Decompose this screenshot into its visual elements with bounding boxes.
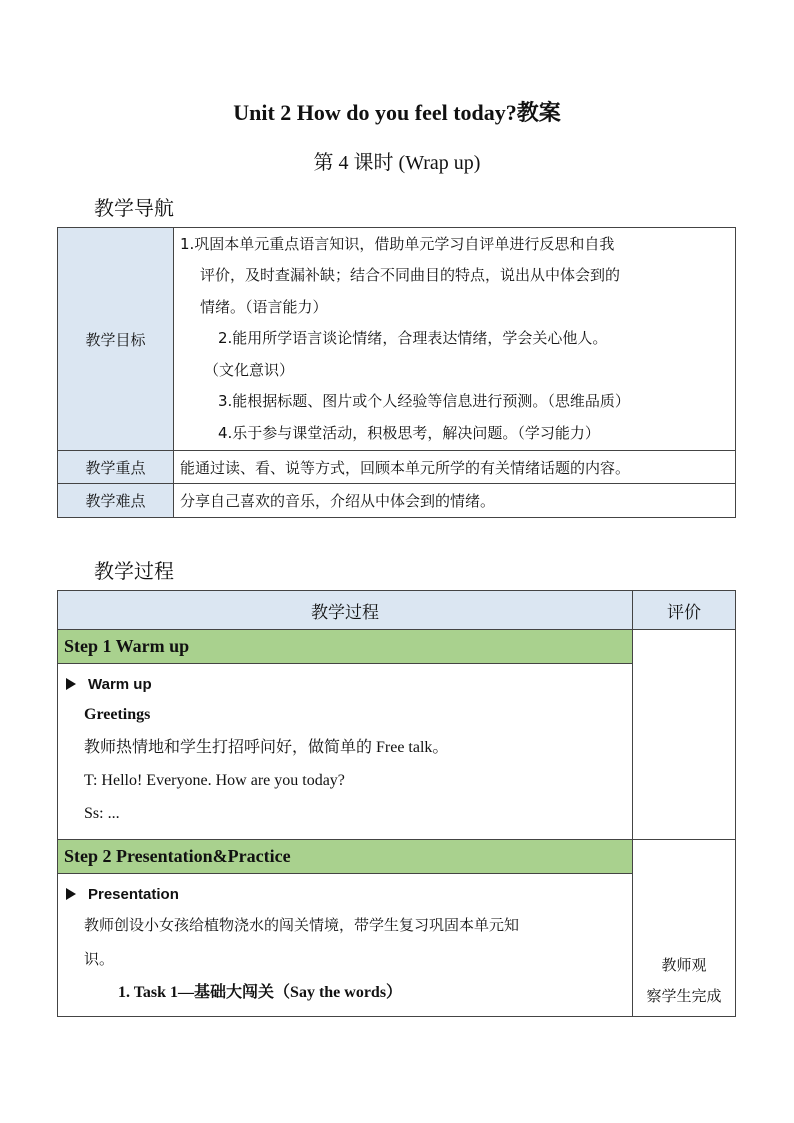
step1-title: Step 1 Warm up	[58, 630, 633, 664]
key-points-content: 能通过读、看、说等方式，回顾本单元所学的有关情绪话题的内容。	[174, 451, 736, 484]
body-line: 教师创设小女孩给植物浇水的闯关情境，带学生复习巩固本单元知	[84, 916, 520, 934]
task-heading: 1. Task 1—基础大闯关（Say the words）	[118, 984, 403, 1001]
step1-body	[58, 664, 633, 840]
difficulties-content: 分享自己喜欢的音乐，介绍从中体会到的情绪。	[174, 484, 736, 518]
document-title: Unit 2 How do you feel today?教案	[233, 100, 561, 125]
table-row	[58, 228, 736, 451]
table-row	[58, 484, 736, 518]
body-line: T: Hello! Everyone. How are you today?	[84, 772, 345, 789]
goals-content	[174, 228, 736, 451]
step2-body	[58, 874, 633, 1017]
evaluation-line: 察学生完成	[646, 987, 722, 1005]
goal-line: 2.能用所学语言谈论情绪，合理表达情绪，学会关心他人。	[218, 329, 608, 348]
evaluation-column-header: 评价	[633, 591, 736, 630]
table-row	[58, 451, 736, 484]
process-column-header: 教学过程	[58, 591, 633, 630]
table-header-row	[58, 591, 736, 630]
body-line: 教师热情地和学生打招呼问好，做简单的 Free talk。	[84, 739, 449, 756]
goal-line: 评价，及时查漏补缺；结合不同曲目的特点，说出从中体会到的	[200, 266, 621, 285]
step2-title: Step 2 Presentation&Practice	[58, 840, 633, 874]
goal-line: 3.能根据标题、图片或个人经验等信息进行预测。（思维品质）	[218, 392, 630, 411]
body-line: 识。	[84, 950, 115, 968]
goal-line: （文化意识）	[204, 360, 295, 379]
sub-heading: Greetings	[84, 706, 151, 723]
arrow-bullet-icon	[66, 888, 76, 900]
table-row	[58, 630, 736, 664]
difficulties-label: 教学难点	[58, 484, 174, 518]
teaching-navigation-table	[57, 227, 736, 518]
body-line: Ss: ...	[84, 805, 120, 822]
bullet-item	[66, 880, 626, 908]
bullet-item	[66, 670, 626, 698]
process-section-heading: 教学过程	[94, 559, 174, 583]
goal-line: 1.巩固本单元重点语言知识，借助单元学习自评单进行反思和自我	[180, 234, 615, 253]
goal-line: 4.乐于参与课堂活动，积极思考，解决问题。（学习能力）	[218, 423, 600, 442]
key-points-label: 教学重点	[58, 451, 174, 484]
goals-label: 教学目标	[58, 228, 174, 451]
nav-section-heading: 教学导航	[94, 196, 174, 220]
bullet-label: Presentation	[88, 885, 179, 903]
evaluation-line: 教师观	[661, 956, 707, 974]
step1-evaluation-cell	[633, 630, 736, 840]
bullet-label: Warm up	[88, 675, 152, 693]
step2-evaluation-cell	[633, 840, 736, 1017]
arrow-bullet-icon	[66, 678, 76, 690]
table-row	[58, 840, 736, 874]
goal-line: 情绪。（语言能力）	[200, 297, 328, 316]
lesson-subtitle: 第 4 课时 (Wrap up)	[313, 152, 481, 174]
teaching-process-table	[57, 590, 736, 1017]
